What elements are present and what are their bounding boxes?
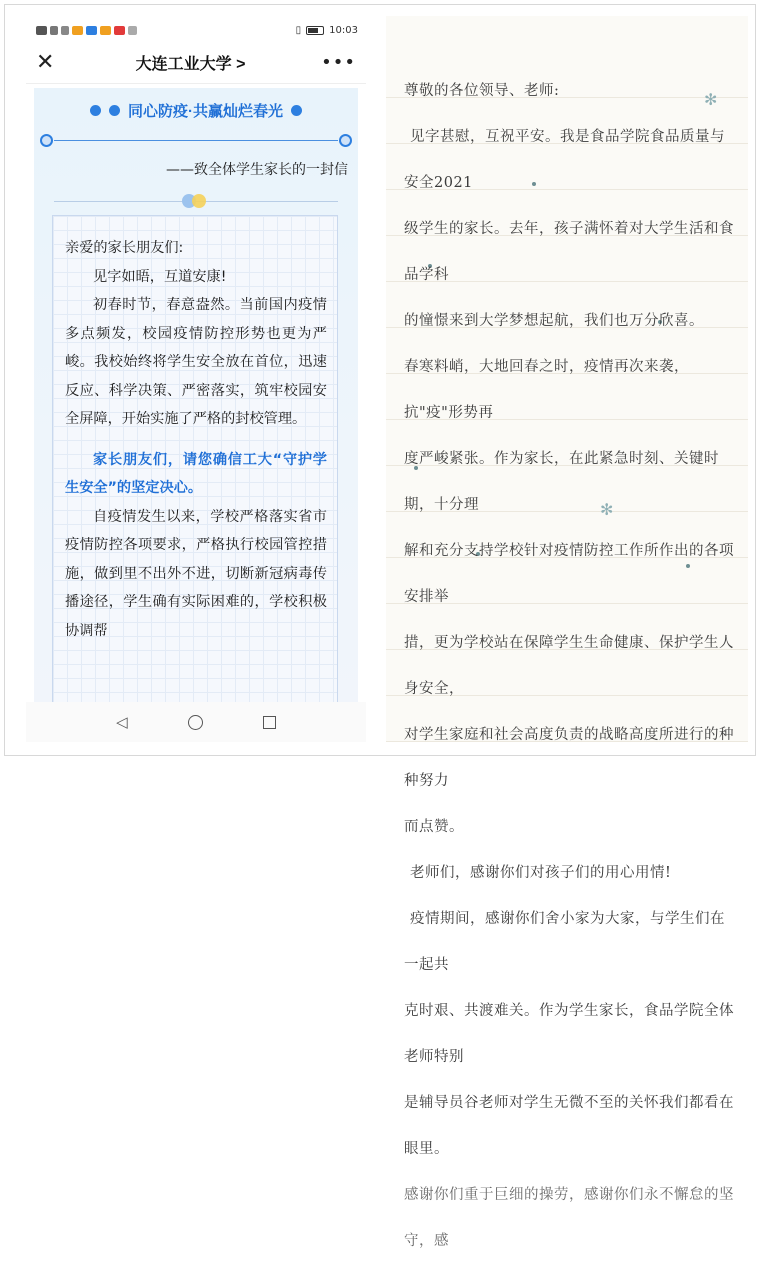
hw-line: 措，更为学校站在保障学生生命健康、保护学生人身安全， bbox=[404, 635, 734, 697]
hw-line: 是辅导员谷老师对学生无微不至的关怀我们都看在眼里。 bbox=[404, 1095, 734, 1157]
nav-bar bbox=[26, 42, 366, 84]
article-body[interactable] bbox=[34, 88, 358, 702]
headline-row bbox=[34, 100, 358, 121]
section-divider bbox=[34, 193, 358, 211]
hw-line: 解和充分支持学校针对疫情防控工作所作出的各项安排举 bbox=[404, 543, 734, 605]
system-nav-bar bbox=[26, 702, 366, 742]
status-time: 10:03 bbox=[329, 24, 358, 36]
hw-line: 感谢你们重于巨细的操劳，感谢你们永不懈怠的坚守，感 bbox=[404, 1187, 734, 1249]
recents-icon[interactable] bbox=[263, 716, 276, 729]
signal-icon bbox=[50, 26, 58, 35]
hw-line: 而点赞。 bbox=[404, 819, 464, 835]
hw-line: 疫情期间，感谢你们舍小家为大家，与学生们在一起共 bbox=[404, 911, 725, 973]
letter-highlight: 家长朋友们，请您确信工大“守护学生安全”的坚定决心。 bbox=[65, 451, 327, 496]
hw-line: 度严峻紧张。作为家长，在此紧急时刻、关键时期，十分理 bbox=[404, 451, 719, 513]
rule-line bbox=[54, 140, 338, 141]
back-icon[interactable]: ◁ bbox=[116, 713, 128, 731]
decor-dot-icon bbox=[90, 105, 101, 116]
close-icon[interactable]: ✕ bbox=[36, 49, 55, 75]
vibrate-icon: ▯ bbox=[295, 24, 302, 36]
page-title[interactable]: 大连工业大学 > bbox=[135, 56, 246, 73]
letter-greeting: 亲爱的家长朋友们: bbox=[65, 240, 184, 256]
app-notification-icon bbox=[72, 26, 83, 35]
weibo-icon bbox=[100, 26, 111, 35]
rule-cap-icon bbox=[339, 134, 352, 147]
decor-dot-icon bbox=[291, 105, 302, 116]
qq-icon bbox=[86, 26, 97, 35]
hw-line: 克时艰、共渡难关。作为学生家长，食品学院全体老师特别 bbox=[404, 1003, 734, 1065]
article-headline: 同心防疫·共赢灿烂春光 bbox=[128, 103, 283, 120]
handwritten-letter bbox=[386, 16, 748, 1249]
letter-card bbox=[52, 215, 338, 715]
article-subtitle: ——致全体学生家长的一封信 bbox=[166, 162, 348, 178]
decor-dot-icon bbox=[109, 105, 120, 116]
hw-line: 老师们，感谢你们对孩子们的用心用情! bbox=[410, 865, 672, 881]
handwritten-text bbox=[404, 68, 734, 1264]
more-icon[interactable]: ••• bbox=[321, 52, 356, 73]
headline-rule bbox=[34, 131, 358, 151]
status-icons-left bbox=[36, 26, 137, 35]
status-icons-right bbox=[296, 25, 358, 36]
hw-line: 见字甚慰，互祝平安。我是食品学院食品质量与安全2021 bbox=[404, 129, 725, 191]
hw-line: 级学生的家长。去年，孩子满怀着对大学生活和食品学科 bbox=[404, 221, 734, 283]
hw-line: 尊敬的各位领导、老师: bbox=[404, 83, 560, 99]
hw-line: 春寒料峭，大地回春之时，疫情再次来袭，抗"疫"形势再 bbox=[404, 359, 689, 421]
status-bar bbox=[26, 18, 366, 42]
divider-badge-icon bbox=[182, 194, 208, 208]
home-icon[interactable] bbox=[188, 715, 203, 730]
wifi-icon bbox=[61, 26, 69, 35]
letter-paragraph: 自疫情发生以来，学校严格落实省市疫情防控各项要求，严格执行校园管控措施，做到里不出外不进，切断新冠病毒传播途径，学生确有实际困难的，学校积极协调帮 bbox=[65, 508, 327, 639]
app-notification-icon-2 bbox=[114, 26, 125, 35]
phone-screen bbox=[26, 18, 366, 742]
letter-paragraph: 初春时节，春意盎然。当前国内疫情多点频发，校园疫情防控形势也更为严峻。我校始终将学生安全放在首位，迅速反应、科学决策、严密落实，筑牢校园安全屏障，开始实施了严格的封校管理。 bbox=[65, 297, 327, 427]
snowflake-icon: ✻ bbox=[704, 90, 718, 109]
hw-line: 的憧憬来到大学梦想起航，我们也万分欣喜。 bbox=[404, 313, 704, 329]
cloud-icon bbox=[128, 26, 137, 35]
letter-paragraph: 见字如晤，互道安康! bbox=[93, 268, 227, 285]
hw-line: 对学生家庭和社会高度负责的战略高度所进行的种种努力 bbox=[404, 727, 734, 789]
battery-icon bbox=[306, 26, 324, 35]
rule-cap-icon bbox=[40, 134, 53, 147]
snowflake-icon: ✻ bbox=[600, 500, 614, 519]
sim-icon bbox=[36, 26, 47, 35]
